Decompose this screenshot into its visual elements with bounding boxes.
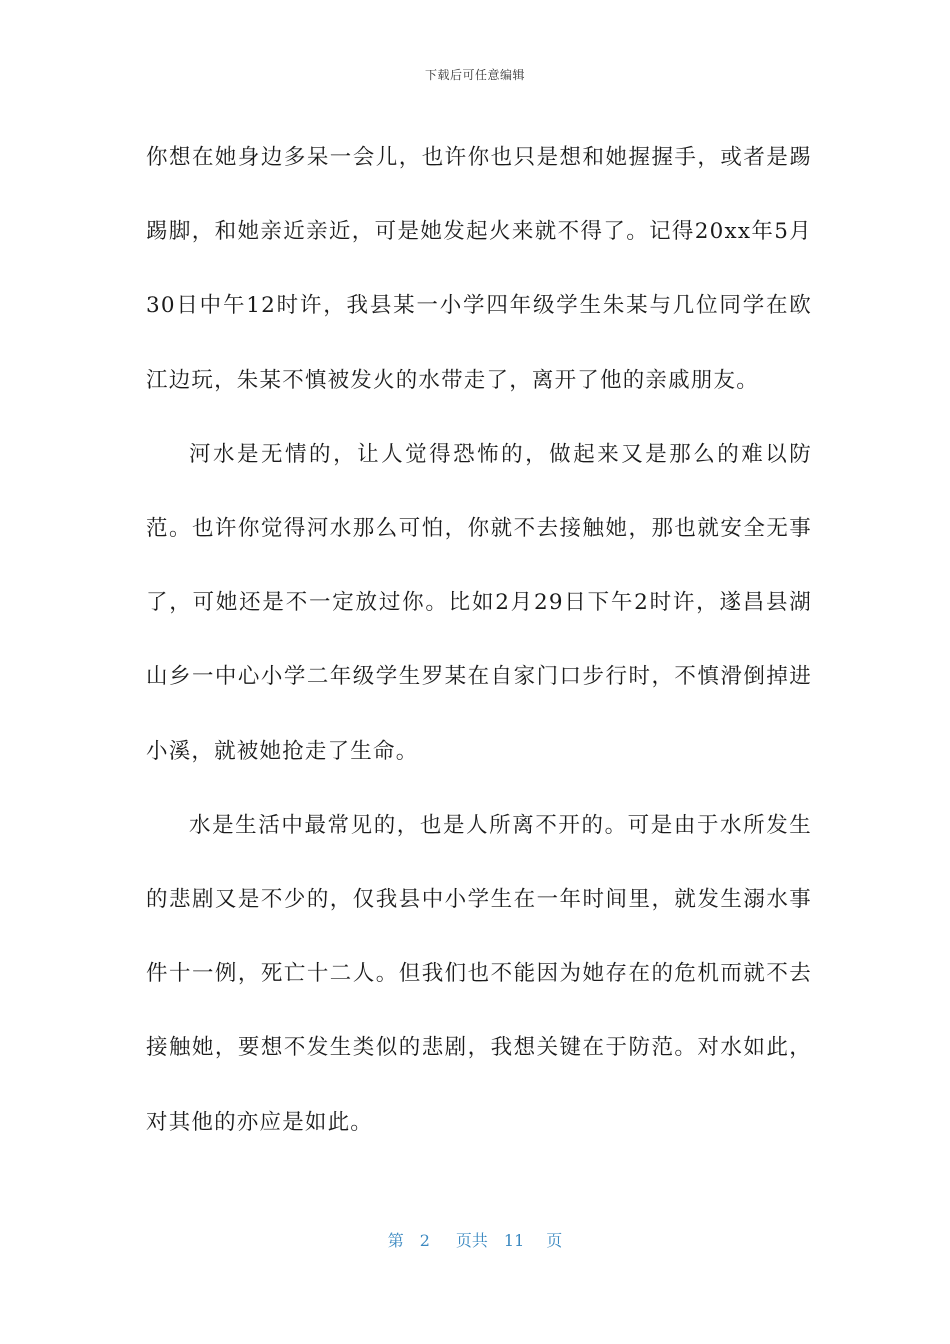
paragraph-3: 水是生活中最常见的，也是人所离不开的。可是由于水所发生的悲剧又是不少的，仅我县中小学生在一年时间里，就发生溺水事件十一例，死亡十二人。但我们也不能因为她存在的危机而就不去接触她，要想不发生类似的悲剧，我想关键在于防范。对水如此，对其他的亦应是如此。 [146, 812, 812, 1135]
footer-suffix: 页 [546, 1231, 563, 1250]
footer-total-pages: 11 [503, 1231, 525, 1250]
footer-current-page: 2 [419, 1231, 430, 1250]
page-footer [0, 1228, 950, 1251]
footer-middle: 页共 [455, 1231, 488, 1250]
page-header: 下载后可任意编辑 [424, 68, 525, 82]
paragraph-1: 你想在她身边多呆一会儿，也许你也只是想和她握握手，或者是踢踢脚，和她亲近亲近，可是她发起火来就不得了。记得20xx年5月30日中午12时许，我县某一小学四年级学生朱某与几位同学在欧江边玩，朱某不慎被发火的水带走了，离开了他的亲戚朋友。 [146, 145, 812, 393]
document-body [146, 121, 812, 1160]
paragraph-2: 河水是无情的，让人觉得恐怖的，做起来又是那么的难以防范。也许你觉得河水那么可怕，你就不去接触她，那也就安全无事了，可她还是不一定放过你。比如2月29日下午2时许，遂昌县湖山乡一中心小学二年级学生罗某在自家门口步行时，不慎滑倒掉进小溪，就被她抢走了生命。 [146, 441, 812, 764]
footer-prefix: 第 [387, 1231, 404, 1250]
